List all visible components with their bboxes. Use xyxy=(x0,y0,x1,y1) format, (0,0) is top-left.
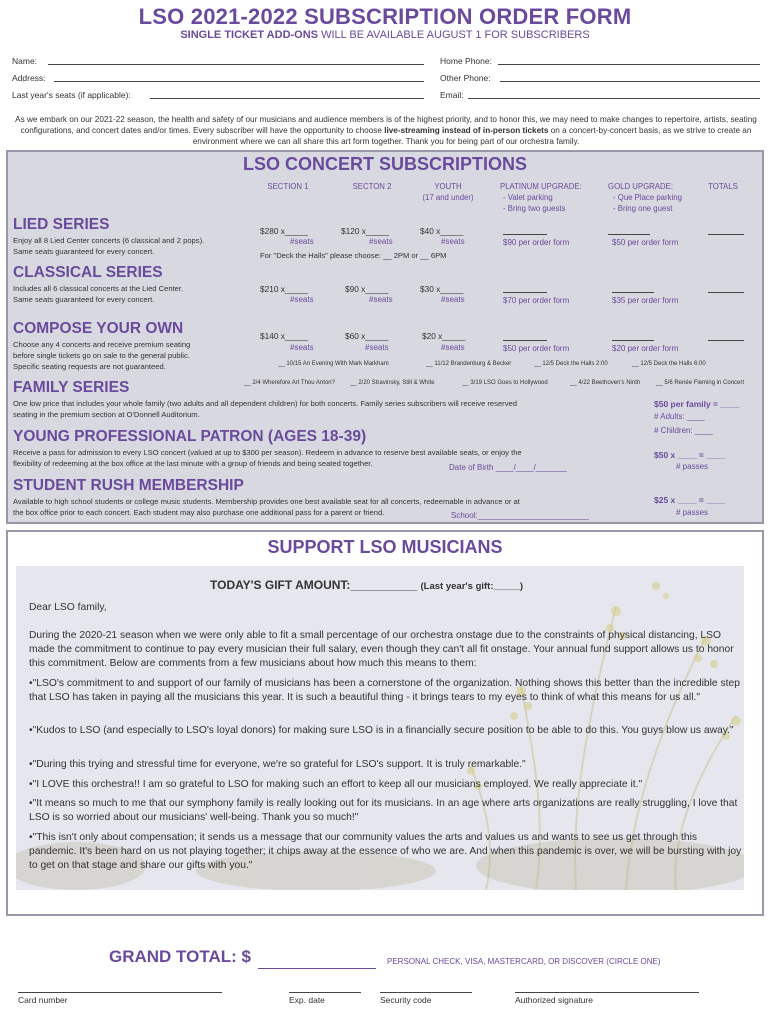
exp-date-label: Exp. date xyxy=(289,995,325,1005)
family-title: FAMILY SERIES xyxy=(13,379,130,396)
student-passes: # passes xyxy=(676,508,709,517)
concert-checkbox[interactable]: __ 5/6 Renée Fleming in Concert xyxy=(656,380,745,386)
family-desc xyxy=(13,398,633,420)
musician-quote: •"I LOVE this orchestra!! I am so grateful to LSO for making such an effort to keep all our musicians employed. We really appreciate it." xyxy=(29,779,643,790)
compose-section1-seats: #seats xyxy=(290,343,314,352)
lied-total-field[interactable] xyxy=(708,234,744,235)
intro-part2: on a concert-by-concert basis, as we strive to create an environment where we can all share this art form together. Thank you for being part of our orchestra family. xyxy=(192,126,752,146)
intro-text xyxy=(12,114,760,147)
compose-platinum-field[interactable] xyxy=(503,340,547,341)
compose-desc2: before single tickets go on sale to the general public. xyxy=(13,351,190,360)
compose-youth-seats: #seats xyxy=(441,343,465,352)
classical-desc2: Same seats guaranteed for every concert. xyxy=(13,295,155,304)
exp-date-field[interactable] xyxy=(289,992,361,993)
address-field[interactable] xyxy=(54,81,424,82)
compose-platinum-price: $50 per order form xyxy=(503,344,570,353)
family-adults[interactable]: # Adults: ____ xyxy=(654,412,705,421)
col-youth-sub: (17 and under) xyxy=(422,193,474,202)
compose-title: COMPOSE YOUR OWN xyxy=(13,320,184,337)
classical-youth-seats: #seats xyxy=(441,295,465,304)
intro-bold: live-streaming instead of in-person tickets xyxy=(384,126,549,135)
grand-total-field[interactable] xyxy=(258,968,376,969)
student-desc1: Available to high school students or college music students. Membership provides one best available seat for all concerts, redeemable in advance or at xyxy=(13,497,520,506)
card-number-label: Card number xyxy=(18,995,68,1005)
family-children[interactable]: # Children: ____ xyxy=(654,426,713,435)
family-price[interactable]: $50 per family = ____ xyxy=(654,399,740,409)
subtitle-rest: WILL BE AVAILABLE AUGUST 1 FOR SUBSCRIBERS xyxy=(318,29,590,41)
gift-amount xyxy=(210,578,523,592)
concert-checkbox[interactable]: __ 4/22 Beethoven's Ninth xyxy=(570,380,641,386)
classical-platinum-field[interactable] xyxy=(503,292,547,293)
col-gold-line2: - Que Place parking xyxy=(613,193,682,202)
concert-checkbox[interactable]: __ 12/5 Deck the Halls 6:00 xyxy=(632,361,706,367)
compose-youth-price[interactable]: $20 x_____ xyxy=(422,331,466,341)
lied-desc xyxy=(13,235,204,257)
name-label: Name: xyxy=(12,56,38,66)
card-number-field[interactable] xyxy=(18,992,222,993)
home-phone-label: Home Phone: xyxy=(440,56,492,66)
musician-quote: •"It means so much to me that our symphony family is really looking out for its musicians. In an age where arts organizations are really struggling, I love that LSO is so worried about our musicians' well-being. Thank you so much!" xyxy=(29,798,738,823)
col-platinum xyxy=(500,181,598,214)
student-price[interactable]: $25 x ____ = ____ xyxy=(654,495,726,505)
classical-section2-price[interactable]: $90 x_____ xyxy=(345,284,389,294)
concert-checkbox[interactable]: __ 10/15 An Evening With Mark Markham xyxy=(278,361,389,367)
student-school-field[interactable]: School:_________________________ xyxy=(451,511,589,520)
compose-desc xyxy=(13,339,190,372)
young-dob-field[interactable]: Date of Birth ____/____/_______ xyxy=(449,463,567,472)
name-field[interactable] xyxy=(48,64,424,65)
young-desc2: flexibility of redeeming at the box office at the last minute with a group of friends and being seated together. xyxy=(13,459,373,468)
concert-checkbox[interactable]: __ 11/12 Brandenburg & Becker xyxy=(426,361,512,367)
compose-section2-price[interactable]: $60 x_____ xyxy=(345,331,389,341)
lied-platinum-price: $90 per order form xyxy=(503,238,570,247)
lied-gold-field[interactable] xyxy=(608,234,650,235)
lied-section1-price[interactable]: $280 x_____ xyxy=(260,226,308,236)
other-phone-label: Other Phone: xyxy=(440,73,491,83)
lied-section1-seats: #seats xyxy=(290,237,314,246)
last-seats-label: Last year's seats (if applicable): xyxy=(12,90,131,100)
classical-section2-seats: #seats xyxy=(369,295,393,304)
col-gold xyxy=(608,181,706,214)
lied-title: LIED SERIES xyxy=(13,216,110,233)
concert-checkbox[interactable]: __ 3/19 LSO Goes to Hollywood xyxy=(462,380,548,386)
concert-checkbox[interactable]: __ 12/5 Deck the Halls 2:00 xyxy=(534,361,608,367)
compose-desc3: Specific seating requests are not guaranteed. xyxy=(13,362,166,371)
family-desc1: One low price that includes your whole family (two adults and all dependent children) for both concerts. Family series subscribers will receive reserved xyxy=(13,399,517,408)
col-youth xyxy=(412,181,484,203)
col-gold-line3: - Bring one guest xyxy=(613,204,673,213)
concert-checkbox[interactable]: __ 2/20 Stravinsky, Still & White xyxy=(350,380,435,386)
lied-section2-price[interactable]: $120 x_____ xyxy=(341,226,389,236)
classical-section1-price[interactable]: $210 x_____ xyxy=(260,284,308,294)
compose-gold-price: $20 per order form xyxy=(612,344,679,353)
address-label: Address: xyxy=(12,73,46,83)
security-code-label: Security code xyxy=(380,995,432,1005)
letter-paragraph: During the 2020-21 season when we were only able to fit a small percentage of our orchestra onstage due to the constraints of physical distancing, LSO made the commitment to continue to pay every musician their full salary, even though they can't all fit onstage. Your annual fund support allows us to honor this commitment. Below are comments from a few musicians about how much this means to them: xyxy=(29,630,734,669)
family-desc2: seating in the premium section at O'Donnell Auditorium. xyxy=(13,410,200,419)
musician-quote: •"This isn't only about compensation; it sends us a message that our community values the arts and values us and wants to see us get through this pandemic. It's been hard on us not playing together; it chips away at the essence of who we are. And when this pandemic is over, we will be bursting with joy to get on that stage and share our gifts with you." xyxy=(29,832,742,871)
last-gift[interactable]: (Last year's gift:_____) xyxy=(420,581,524,592)
subtitle-bold: SINGLE TICKET ADD-ONS xyxy=(180,29,319,41)
classical-platinum-price: $70 per order form xyxy=(503,296,570,305)
signature-field[interactable] xyxy=(515,992,699,993)
col-section2: SECTON 2 xyxy=(352,182,392,191)
concert-checkbox[interactable]: __ 2/4 Wherefore Art Thou Anton? xyxy=(244,380,335,386)
security-code-field[interactable] xyxy=(380,992,472,993)
payment-methods[interactable]: PERSONAL CHECK, VISA, MASTERCARD, OR DISCOVER (CIRCLE ONE) xyxy=(387,957,661,966)
lied-desc1: Enjoy all 8 Lied Center concerts (6 classical and 2 pops). xyxy=(13,236,205,245)
lied-gold-price: $50 per order form xyxy=(612,238,679,247)
classical-desc xyxy=(13,283,183,305)
col-platinum-title: PLATINUM UPGRADE: xyxy=(500,182,582,191)
classical-desc1: Includes all 6 classical concerts at the Lied Center. xyxy=(13,284,184,293)
lied-desc2: Same seats guaranteed for every concert. xyxy=(13,247,155,256)
col-totals: TOTALS xyxy=(708,182,738,191)
classical-section1-seats: #seats xyxy=(290,295,314,304)
young-title: YOUNG PROFESSIONAL PATRON (AGES 18-39) xyxy=(13,428,367,445)
musician-quote: •"Kudos to LSO (and especially to LSO's loyal donors) for making sure LSO is in a financially secure position to be able to do this. You guys blow us away." xyxy=(29,725,734,736)
classical-gold-field[interactable] xyxy=(612,292,654,293)
compose-section2-seats: #seats xyxy=(365,343,389,352)
letter-salutation: Dear LSO family, xyxy=(29,602,107,613)
gift-field[interactable]: __________ xyxy=(350,578,418,592)
compose-total-field[interactable] xyxy=(708,340,744,341)
lied-platinum-field[interactable] xyxy=(503,234,547,235)
col-gold-title: GOLD UPGRADE: xyxy=(608,182,673,191)
young-passes: # passes xyxy=(676,462,709,471)
col-platinum-line3: - Bring two guests xyxy=(503,204,566,213)
lied-section2-seats: #seats xyxy=(369,237,393,246)
col-section1: SECTION 1 xyxy=(267,182,309,191)
home-phone-field[interactable] xyxy=(498,64,760,65)
form-subtitle xyxy=(0,29,770,41)
email-label: Email: xyxy=(440,90,464,100)
compose-desc1: Choose any 4 concerts and receive premium seating xyxy=(13,340,191,349)
classical-gold-price: $35 per order form xyxy=(612,296,679,305)
last-seats-field[interactable] xyxy=(150,98,424,99)
lied-youth-seats: #seats xyxy=(441,237,465,246)
compose-gold-field[interactable] xyxy=(612,340,654,341)
col-youth-title: YOUTH xyxy=(434,182,462,191)
classical-youth-price[interactable]: $30 x_____ xyxy=(420,284,464,294)
classical-total-field[interactable] xyxy=(708,292,744,293)
young-desc1: Receive a pass for admission to every LSO concert (valued at up to $300 per season). Redeem in advance to reserve best available seats, or enjoy the xyxy=(13,448,522,457)
support-heading: SUPPORT LSO MUSICIANS xyxy=(267,537,503,557)
subscriptions-heading: LSO CONCERT SUBSCRIPTIONS xyxy=(242,154,528,174)
gift-label: TODAY'S GIFT AMOUNT: xyxy=(210,578,351,592)
musician-quote: •"During this trying and stressful time for everyone, we're so grateful for LSO's support. It is truly remarkable." xyxy=(29,759,526,770)
young-price[interactable]: $50 x ____ = ____ xyxy=(654,450,726,460)
student-title: STUDENT RUSH MEMBERSHIP xyxy=(13,477,244,494)
form-title: LSO 2021-2022 SUBSCRIPTION ORDER FORM xyxy=(138,4,632,29)
col-platinum-line2: - Valet parking xyxy=(503,193,553,202)
musician-quote: •"LSO's commitment to and support of our family of musicians has been a cornerstone of the organization. Nothing shows this better than the incredible step that LSO has taken in paying all the musicians this year. It is such a beautiful thing - it brings tears to my eyes to think of what this means for us all." xyxy=(29,678,740,703)
signature-label: Authorized signature xyxy=(515,995,593,1005)
email-field[interactable] xyxy=(468,98,760,99)
intro-part1: As we embark on our 2021-22 season, the health and safety of our musicians and audience members is of the highest priority, and to honor this, we may need to make changes to repertoire, artists, seating configurations, and concert dates and/or times. Every subscriber will have the opportunity to choose xyxy=(15,115,757,135)
lied-youth-price[interactable]: $40 x_____ xyxy=(420,226,464,236)
lied-halls-choice[interactable]: For "Deck the Halls" please choose: __ 2PM or __ 6PM xyxy=(260,251,447,260)
compose-section1-price[interactable]: $140 x_____ xyxy=(260,331,308,341)
grand-total-label: GRAND TOTAL: $ xyxy=(109,947,251,966)
student-desc2: the box office prior to each concert. Each student may also purchase one additional pass for a parent or friend. xyxy=(13,508,385,517)
classical-title: CLASSICAL SERIES xyxy=(13,264,163,281)
other-phone-field[interactable] xyxy=(500,81,760,82)
